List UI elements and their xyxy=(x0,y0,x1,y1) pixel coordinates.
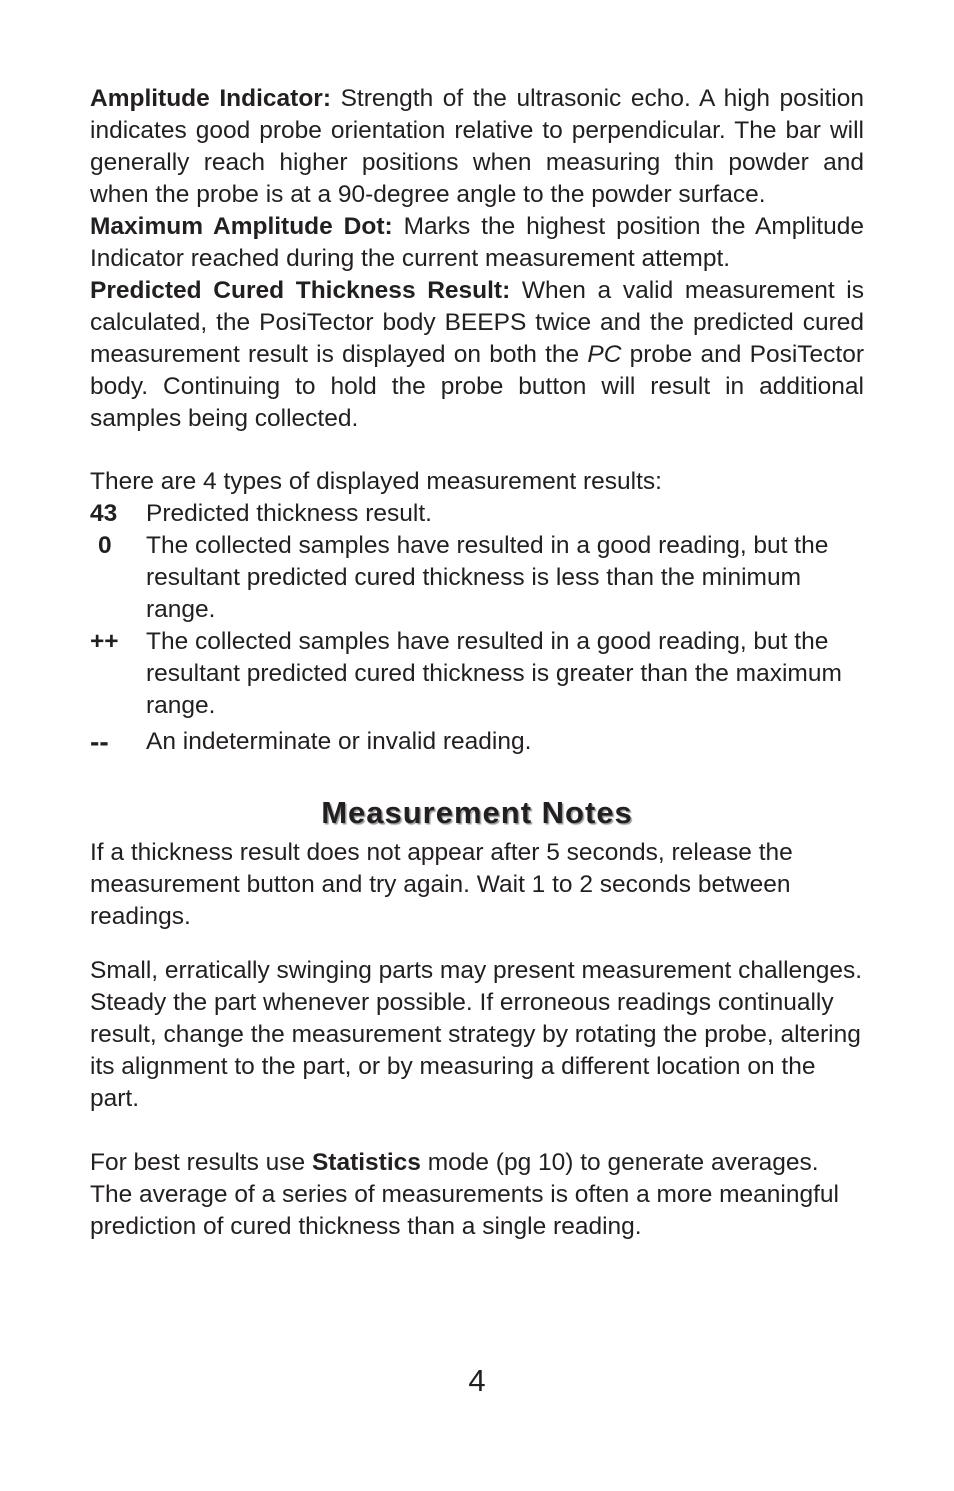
results-list xyxy=(90,498,864,758)
result-item-plus-plus xyxy=(90,626,864,722)
amplitude-indicator-term: Amplitude Indicator: xyxy=(90,85,331,112)
result-description: The collected samples have resulted in a good reading, but the resultant predicted cured thickness is less than the minimum range. xyxy=(146,532,829,623)
result-item-dash-dash xyxy=(90,726,864,758)
result-description: Predicted thickness result. xyxy=(146,500,432,527)
notes-paragraph-2: Small, erratically swinging parts may present measurement challenges. Steady the part whenever possible. If erroneous readings continually result, change the measurement strategy by rotating the probe, altering its alignment to the part, or by measuring a different location on the part. xyxy=(90,957,863,1112)
manual-page-content xyxy=(90,83,864,1243)
result-item-zero xyxy=(90,530,864,626)
result-description: The collected samples have resulted in a good reading, but the resultant predicted cured thickness is greater than the maximum range. xyxy=(146,628,842,719)
max-amplitude-dot-text: Marks the highest position the Amplitude Indicator reached during the current measurement attempt. xyxy=(90,213,864,272)
result-code: 43 xyxy=(90,500,118,527)
statistics-term: Statistics xyxy=(311,1149,421,1176)
results-lead: There are 4 types of displayed measurement results: xyxy=(90,468,662,495)
predicted-result-pc-italic: PC xyxy=(587,341,622,368)
predicted-result-paragraph xyxy=(90,275,864,435)
predicted-result-term: Predicted Cured Thickness Result: xyxy=(90,277,511,304)
measurement-notes-heading: Measurement Notes xyxy=(321,795,633,830)
notes-paragraph-3-after: mode (pg 10) to generate averages. The average of a series of measurements is often a more meaningful prediction of cured thickness than a single reading. xyxy=(90,1149,839,1240)
predicted-result-text-after: probe and PosiTector body. Continuing to hold the probe button will result in additional samples being collected. xyxy=(90,341,864,432)
notes-paragraph-1: If a thickness result does not appear after 5 seconds, release the measurement button and try again. Wait 1 to 2 seconds between readings. xyxy=(90,839,793,930)
result-code: 0 xyxy=(98,532,112,559)
result-item-43 xyxy=(90,498,864,530)
max-amplitude-dot-term: Maximum Amplitude Dot: xyxy=(90,213,393,240)
amplitude-indicator-paragraph xyxy=(90,83,864,211)
notes-paragraph-3-before: For best results use xyxy=(90,1149,312,1176)
result-code: ++ xyxy=(90,628,119,655)
notes-paragraph-3 xyxy=(90,1147,864,1243)
page-number: 4 xyxy=(468,1363,486,1398)
result-code: -- xyxy=(90,726,109,757)
amplitude-indicator-text: Strength of the ultrasonic echo. A high position indicates good probe orientation relative to perpendicular. The bar will generally reach higher positions when measuring thin powder and when the probe is at a 90-degree angle to the powder surface. xyxy=(90,85,864,208)
max-amplitude-dot-paragraph xyxy=(90,211,864,275)
predicted-result-text-before: When a valid measurement is calculated, the PosiTector body BEEPS twice and the predicted cured measurement result is displayed on both the xyxy=(90,277,864,368)
result-description: An indeterminate or invalid reading. xyxy=(146,728,532,755)
